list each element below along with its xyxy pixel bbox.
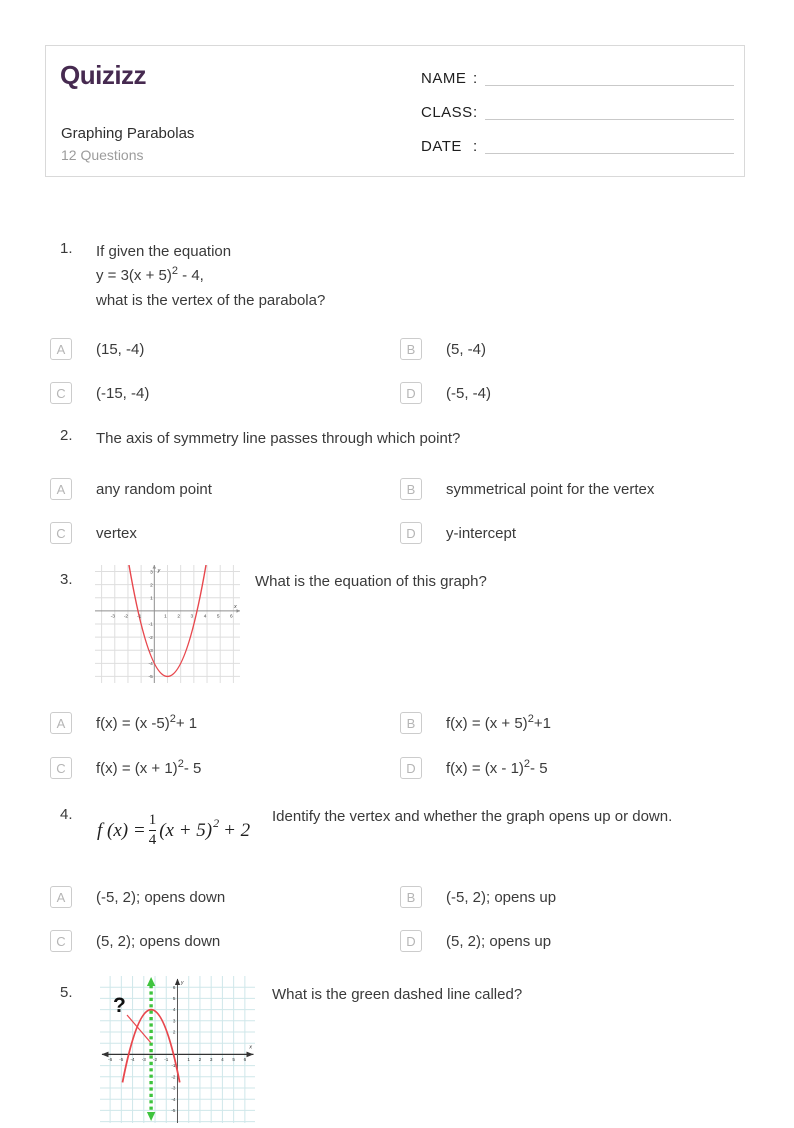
option-text: (5, 2); opens down — [96, 932, 221, 950]
q1-option-a-box[interactable]: A — [50, 338, 72, 360]
q4-option-a — [50, 886, 400, 908]
q5-graph — [100, 976, 255, 1123]
question-2-text: The axis of symmetry line passes through which point? — [96, 430, 461, 447]
q4-equation-exponent: 2 — [213, 816, 220, 831]
name-colon: : — [473, 70, 478, 87]
question-1-number: 1. — [60, 240, 73, 257]
option-text: (-15, -4) — [96, 384, 150, 402]
q1-equation-exponent: 2 — [171, 265, 178, 277]
q3-x-axis-label: x — [234, 604, 237, 610]
svg-text:5: 5 — [232, 1057, 235, 1063]
svg-text:-2: -2 — [148, 635, 153, 641]
option-text: symmetrical point for the vertex — [446, 480, 655, 498]
q4-equation-body: (x + 5) — [159, 819, 213, 841]
q4-options-row-1 — [50, 886, 750, 908]
q4-option-d — [400, 930, 551, 952]
q4-option-d-box[interactable]: D — [400, 930, 422, 952]
svg-text:-1: -1 — [136, 614, 142, 620]
q5-x-axis-right-arrow — [247, 1052, 254, 1058]
option-text: (15, -4) — [96, 340, 145, 358]
q3-options-row-2 — [50, 757, 750, 779]
q1-option-b-box[interactable]: B — [400, 338, 422, 360]
q4-equation — [97, 812, 250, 850]
q3-option-a — [50, 712, 400, 734]
q3-option-b — [400, 712, 551, 734]
q4-option-a-box[interactable]: A — [50, 886, 72, 908]
question-4-number: 4. — [60, 806, 73, 823]
svg-text:3: 3 — [172, 1018, 176, 1024]
question-count: 12 Questions — [61, 147, 144, 163]
q1-line-1: If given the equation — [96, 243, 232, 260]
q5-y-axis-arrow — [175, 979, 180, 986]
svg-text:6: 6 — [230, 614, 233, 620]
q3-option-c-box[interactable]: C — [50, 757, 72, 779]
svg-text:-3: -3 — [141, 1057, 146, 1063]
q3-option-d — [400, 757, 548, 779]
class-input-line[interactable] — [485, 118, 734, 120]
option-text: vertex — [96, 524, 137, 542]
svg-text:2: 2 — [198, 1057, 202, 1063]
q3-option-d-box[interactable]: D — [400, 757, 422, 779]
svg-text:-2: -2 — [123, 614, 129, 620]
svg-text:-4: -4 — [148, 662, 153, 668]
svg-text:5: 5 — [172, 996, 176, 1001]
question-5-number: 5. — [60, 984, 73, 1001]
quizizz-logo: Quizizz — [60, 60, 147, 90]
option-text: y-intercept — [446, 524, 517, 542]
q4-option-c — [50, 930, 400, 952]
q2-option-c-box[interactable]: C — [50, 522, 72, 544]
q4-options-row-2 — [50, 930, 750, 952]
q4-equation-fraction: $\frac{1}{4}$ — [148, 812, 157, 849]
fraction-bar — [149, 830, 157, 831]
q1-equation: $y = 3(x + 5)^2 - 4$, — [96, 265, 204, 284]
class-colon: : — [473, 104, 478, 121]
svg-text:2: 2 — [177, 614, 181, 620]
q3-graph — [95, 565, 240, 683]
question-3-text: What is the equation of this graph? — [255, 573, 487, 590]
svg-text:-4: -4 — [130, 1057, 135, 1063]
student-info-fields — [421, 53, 734, 155]
question-4-text: Identify the vertex and whether the graph opens up or down. — [272, 808, 673, 825]
svg-text:-4: -4 — [171, 1096, 176, 1102]
q2-option-b — [400, 478, 654, 500]
svg-text:-5: -5 — [119, 1057, 124, 1063]
svg-text:-1: -1 — [148, 622, 153, 628]
option-text: f(x) = (x -5)$^2$+ 1 — [96, 712, 198, 732]
svg-text:4: 4 — [172, 1007, 176, 1013]
svg-text:2: 2 — [172, 1029, 176, 1035]
q2-option-d — [400, 522, 516, 544]
q2-option-a-box[interactable]: A — [50, 478, 72, 500]
q2-options-row-1 — [50, 478, 750, 500]
svg-text:-6: -6 — [108, 1057, 113, 1063]
q1-option-d — [400, 382, 491, 404]
q3-y-axis-arrow — [153, 565, 157, 569]
question-5-text: What is the green dashed line called? — [272, 986, 523, 1003]
svg-text:3: 3 — [190, 614, 194, 620]
q1-option-c-box[interactable]: C — [50, 382, 72, 404]
q3-option-c — [50, 757, 400, 779]
question-1-text — [96, 240, 325, 313]
date-label: DATE — [421, 138, 462, 155]
q1-option-c — [50, 382, 400, 404]
name-field-row — [421, 53, 734, 87]
svg-text:-5: -5 — [171, 1108, 176, 1113]
option-text: f(x) = (x - 1)$^2$- 5 — [446, 757, 548, 777]
option-text: (-5, 2); opens down — [96, 888, 226, 906]
option-text: $f(x) = (x + 1)^2-$ 5 — [96, 757, 202, 777]
q2-options-row-2 — [50, 522, 750, 544]
q5-axis-labels — [108, 980, 252, 1113]
svg-text:3: 3 — [150, 570, 153, 576]
q4-equation-lhs: f (x) = — [97, 819, 146, 841]
svg-text:-3: -3 — [171, 1085, 176, 1091]
svg-text:-3: -3 — [148, 648, 153, 654]
q1-options-row-2 — [50, 382, 750, 404]
svg-text:-3: -3 — [110, 614, 115, 620]
class-field-row — [421, 87, 734, 121]
q4-option-c-box[interactable]: C — [50, 930, 72, 952]
q5-graph-figure — [100, 976, 255, 1128]
q2-option-b-box[interactable]: B — [400, 478, 422, 500]
date-input-line[interactable] — [485, 152, 734, 154]
option-text: (5, 2); opens up — [446, 932, 552, 950]
svg-text:-5: -5 — [148, 675, 153, 681]
option-text: (-5, -4) — [446, 384, 491, 402]
svg-text:1: 1 — [150, 596, 153, 602]
q5-y-axis-label: y — [181, 980, 184, 986]
svg-text:-2: -2 — [171, 1074, 176, 1080]
svg-text:6: 6 — [243, 1057, 247, 1063]
q1-option-b — [400, 338, 486, 360]
svg-text:-1: -1 — [164, 1057, 169, 1063]
question-3-number: 3. — [60, 571, 73, 588]
q3-options-row-1 — [50, 712, 750, 734]
option-text: $f(x) = (x + 5)^2+1$ — [446, 712, 551, 732]
q5-green-arrow-bottom — [147, 1112, 155, 1121]
q2-option-c — [50, 522, 400, 544]
q3-grid — [95, 565, 240, 683]
q4-option-b-box[interactable]: B — [400, 886, 422, 908]
q3-option-b-box[interactable]: B — [400, 712, 422, 734]
q3-option-a-box[interactable]: A — [50, 712, 72, 734]
q5-pointer-line — [127, 1015, 151, 1043]
q1-option-a — [50, 338, 400, 360]
svg-text:-2: -2 — [152, 1057, 158, 1063]
q2-option-a — [50, 478, 400, 500]
option-text: (5, -4) — [446, 340, 487, 358]
svg-text:1: 1 — [164, 614, 167, 620]
q5-green-arrow-top — [147, 977, 155, 986]
q3-y-axis-label: y — [157, 568, 161, 574]
q3-graph-figure — [95, 565, 240, 688]
svg-text:4: 4 — [221, 1057, 224, 1063]
svg-text:2: 2 — [150, 583, 153, 589]
q2-option-d-box[interactable]: D — [400, 522, 422, 544]
option-text: any random point — [96, 480, 212, 498]
name-input-line[interactable] — [485, 84, 734, 86]
q5-x-axis-label: x — [249, 1044, 252, 1051]
q5-question-mark: ? — [113, 994, 126, 1017]
q1-option-d-box[interactable]: D — [400, 382, 422, 404]
worksheet-header — [45, 45, 745, 177]
q4-equation-tail: + 2 — [223, 819, 251, 841]
date-field-row — [421, 121, 734, 155]
option-text: (-5, 2); opens up — [446, 888, 557, 906]
svg-text:4: 4 — [203, 614, 207, 620]
q3-x-axis-arrow — [237, 609, 241, 613]
svg-text:6: 6 — [172, 984, 176, 990]
svg-text:-1: -1 — [171, 1063, 176, 1069]
svg-text:5: 5 — [216, 614, 220, 620]
class-label: CLASS — [421, 104, 473, 121]
q1-options-row-1 — [50, 338, 750, 360]
svg-text:1: 1 — [187, 1057, 190, 1063]
question-2-number: 2. — [60, 427, 73, 444]
svg-text:3: 3 — [209, 1057, 213, 1063]
worksheet-title: Graphing Parabolas — [61, 125, 195, 142]
date-colon: : — [473, 138, 478, 155]
name-label: NAME — [421, 70, 467, 87]
q4-option-b — [400, 886, 556, 908]
q1-line-3: what is the vertex of the parabola? — [96, 292, 326, 309]
